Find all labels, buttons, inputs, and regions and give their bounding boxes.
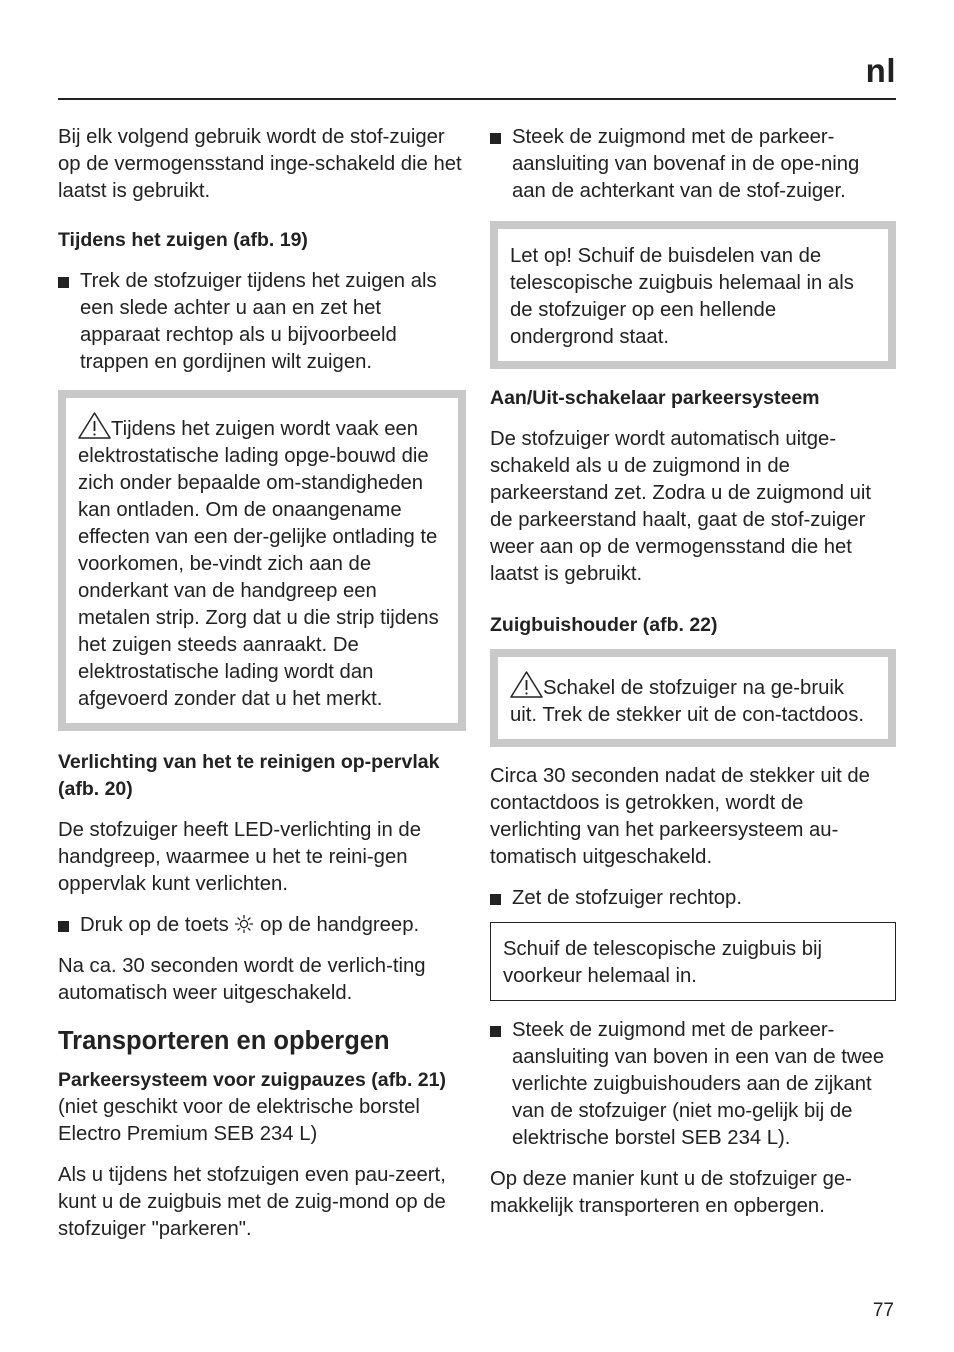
warning-body: Tijdens het zuigen wordt vaak een elektrostatische lading opge-bouwd die zich onder bepaalde om-standigheden kan ontladen. Om de onaangename effecten van een der-gelijke ontlading te voorkomen, be-vindt zich aan de onderkant van de handgreep een metalen strip. Zorg dat u die strip tijdens het zuigen steeds aanraakt. De elektrostatische lading wordt dan afgevoerd zonder dat u het merkt. bbox=[78, 418, 439, 710]
caution-box bbox=[490, 221, 896, 369]
warning-triangle-icon bbox=[78, 412, 111, 439]
bullet-text: Trek de stofzuiger tijdens het zuigen als een slede achter u aan en zet het apparaat rechtop als u bijvoorbeeld trappen en gordijnen wilt zuigen. bbox=[80, 270, 437, 373]
header-rule bbox=[58, 98, 896, 100]
paragraph: De stofzuiger heeft LED-verlichting in de handgreep, waarmee u het te reini-gen oppervlak kunt verlichten. bbox=[58, 819, 421, 895]
warning-body: Schakel de stofzuiger na ge-bruik uit. Trek de stekker uit de con-tactdoos. bbox=[510, 677, 864, 726]
paragraph: Bij elk volgend gebruik wordt de stof-zuiger op de vermogensstand inge-schakeld die het laatst is gebruikt. bbox=[58, 126, 462, 202]
warning-box bbox=[58, 390, 466, 731]
bullet-square-icon bbox=[490, 133, 501, 144]
bullet-square-icon bbox=[490, 1026, 501, 1037]
bullet-square-icon bbox=[58, 277, 69, 288]
subheading: Tijdens het zuigen (afb. 19) bbox=[58, 229, 308, 251]
bullet-text-start: Druk op de toets bbox=[80, 914, 229, 936]
language-code: nl bbox=[865, 52, 896, 89]
subheading: Zuigbuishouder (afb. 22) bbox=[490, 614, 718, 636]
bullet-item bbox=[490, 124, 896, 205]
page-number: 77 bbox=[872, 1300, 894, 1321]
bullet-text: Steek de zuigmond met de parkeer-aansluiting van boven in een van de twee verlichte zuigbuishouders aan de zijkant van de stofzuiger (niet mo-gelijk bij de elektrische borstel SEB 234 L). bbox=[512, 1019, 885, 1149]
bullet-text-end: op de handgreep. bbox=[260, 914, 420, 936]
light-sun-icon bbox=[234, 914, 254, 934]
subheading: Aan/Uit-schakelaar parkeersysteem bbox=[490, 387, 820, 409]
section-heading: Transporteren en opbergen bbox=[58, 1027, 390, 1055]
bullet-item bbox=[58, 268, 466, 376]
warning-text bbox=[510, 671, 876, 729]
bullet-square-icon bbox=[490, 894, 501, 905]
right-column bbox=[490, 124, 896, 1220]
paragraph: Als u tijdens het stofzuigen even pau-zeert, kunt u de zuigbuis met de zuig-mond op de stofzuiger "parkeren". bbox=[58, 1164, 446, 1240]
paragraph: De stofzuiger wordt automatisch uitge-schakeld als u de zuigmond in de parkeerstand zet. Zodra u de zuigmond uit de parkeerstand haalt, gaat de stof-zuiger weer aan op de vermogensstand die het laatst is gebruikt. bbox=[490, 428, 872, 585]
subheading: Parkeersysteem voor zuigpauzes (afb. 21) bbox=[58, 1069, 446, 1091]
left-column bbox=[58, 124, 466, 1243]
note-box bbox=[490, 922, 896, 1001]
bullet-text: Steek de zuigmond met de parkeer-aansluiting van bovenaf in de ope-ning aan de achterkant van de stof-zuiger. bbox=[512, 126, 860, 202]
paragraph: Na ca. 30 seconden wordt de verlich-ting automatisch weer uitgeschakeld. bbox=[58, 955, 426, 1004]
subheading: Verlichting van het te reinigen op-pervlak (afb. 20) bbox=[58, 751, 440, 800]
caution-text: Let op! Schuif de buisdelen van de telescopische zuigbuis helemaal in als de stofzuiger op een hellende ondergrond staat. bbox=[510, 245, 854, 348]
bullet-item bbox=[58, 912, 466, 939]
bullet-text: Zet de stofzuiger rechtop. bbox=[512, 887, 742, 909]
paragraph: Op deze manier kunt u de stofzuiger ge-makkelijk transporteren en opbergen. bbox=[490, 1168, 852, 1217]
warning-triangle-icon bbox=[510, 671, 543, 698]
bullet-square-icon bbox=[58, 921, 69, 932]
warning-text bbox=[78, 412, 446, 713]
bullet-text bbox=[80, 912, 466, 939]
paragraph: Circa 30 seconden nadat de stekker uit de contactdoos is getrokken, wordt de verlichting van het parkeersysteem au-tomatisch uitgeschakeld. bbox=[490, 765, 870, 868]
bullet-item bbox=[490, 1017, 896, 1152]
paragraph: (niet geschikt voor de elektrische borstel Electro Premium SEB 234 L) bbox=[58, 1096, 420, 1145]
note-text: Schuif de telescopische zuigbuis bij voorkeur helemaal in. bbox=[503, 938, 823, 987]
warning-box bbox=[490, 649, 896, 747]
bullet-item bbox=[490, 885, 896, 912]
